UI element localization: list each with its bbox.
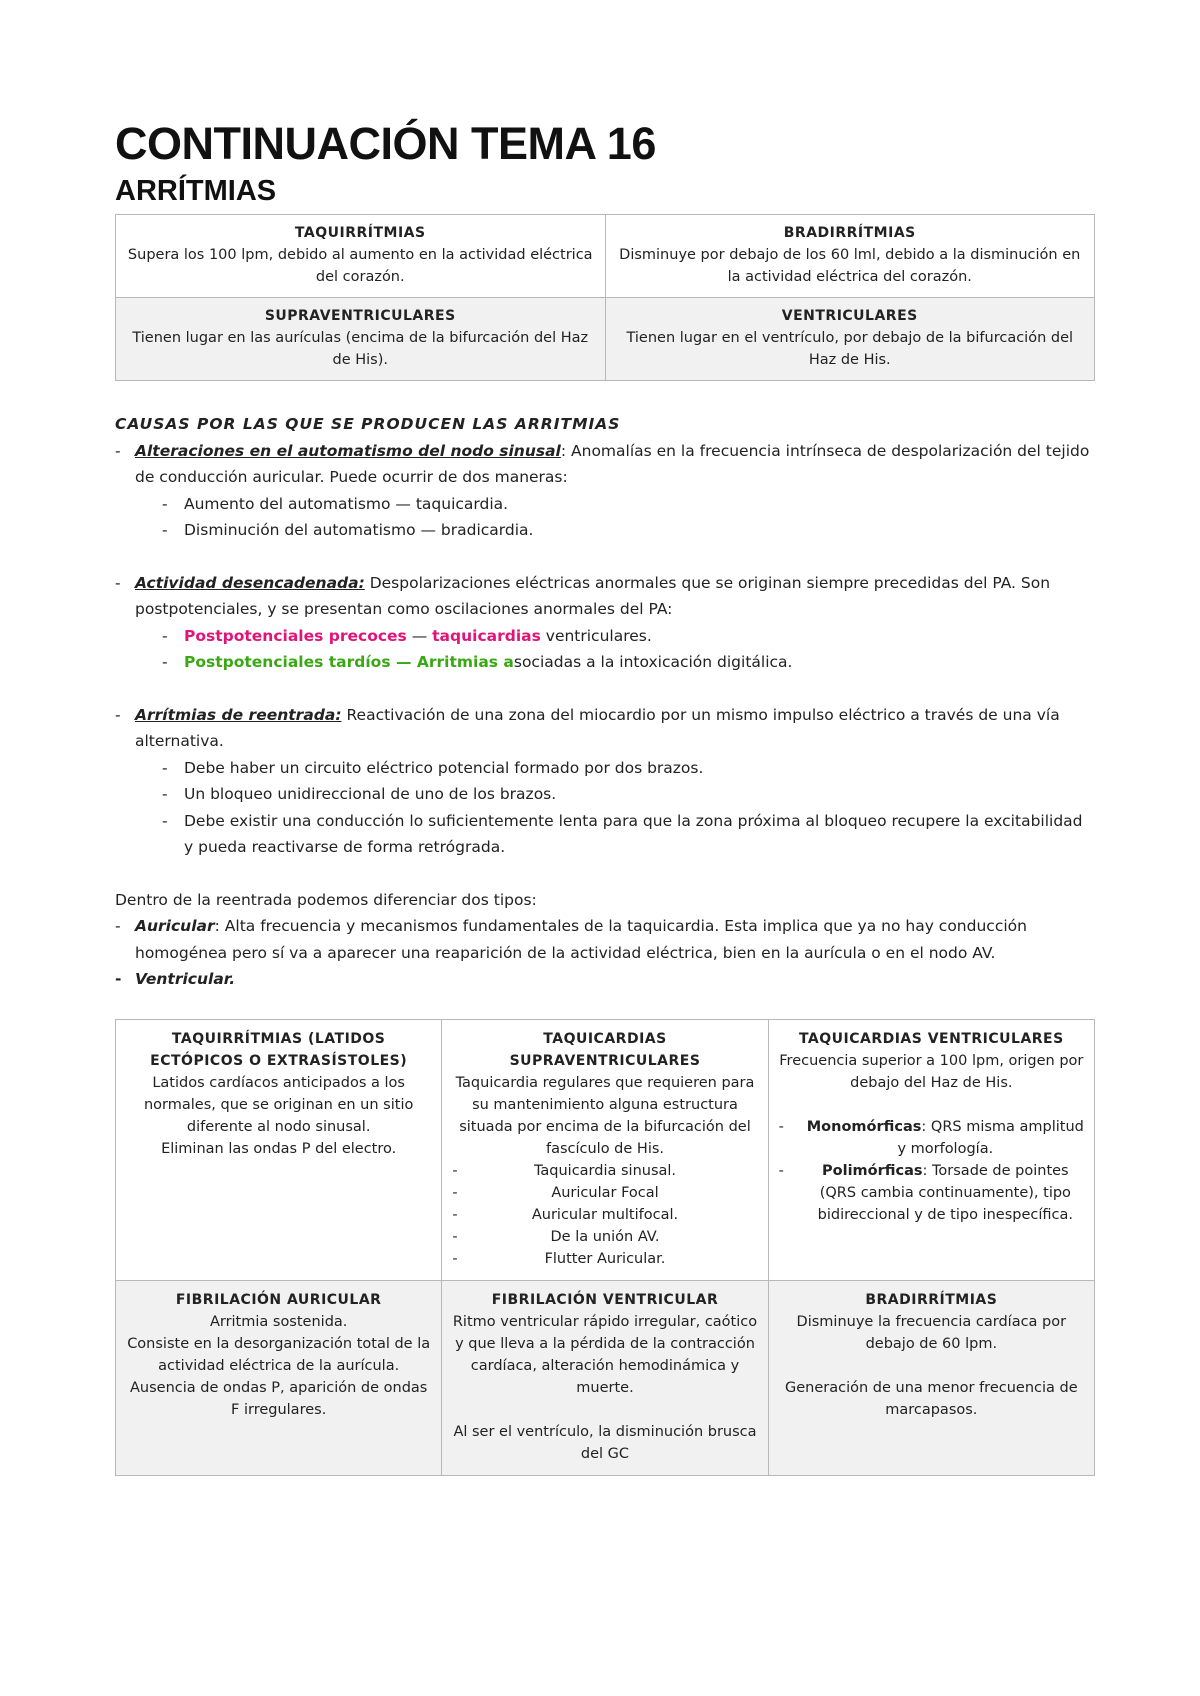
cell-text: Generación de una menor frecuencia de marcapasos. — [785, 1379, 1078, 1418]
sub-list-item — [115, 517, 1095, 544]
arrhythmia-summary-table — [115, 214, 1095, 381]
table-cell — [605, 298, 1095, 381]
list-item — [115, 438, 1095, 491]
dash-bullet: - — [162, 758, 168, 777]
table-cell — [116, 215, 606, 298]
highlight-term: Postpotenciales precoces — [184, 626, 407, 645]
table-cell — [116, 1280, 442, 1475]
table-cell — [442, 1280, 768, 1475]
connector: — — [406, 626, 433, 645]
list-item: - Auricular multifocal. — [452, 1206, 679, 1223]
cell-text: Disminuye la frecuencia cardíaca por debajo de 60 lpm. — [796, 1313, 1067, 1352]
dash-bullet: - — [115, 441, 121, 460]
cell-heading: TAQUIRRÍTMIAS (LATIDOS ECTÓPICOS O EXTRASÍSTOLES) — [150, 1030, 408, 1069]
cell-text: Latidos cardíacos anticipados a los normales, que se originan en un sitio diferente al nodo sinusal. — [143, 1074, 414, 1135]
table-cell — [768, 1019, 1094, 1280]
page-subtitle: ARRÍTMIAS — [115, 175, 277, 207]
sub-item-text: Disminución del automatismo — bradicardia. — [184, 521, 534, 539]
sub-item-text: Debe haber un circuito eléctrico potencial formado por dos brazos. — [184, 758, 704, 777]
list-item — [115, 913, 1095, 966]
item-text: Despolarizaciones eléctricas anormales que se originan siempre precedidas del PA. Son postpotenciales, y se presentan como oscilaciones anormales del PA: — [135, 573, 1051, 618]
table-cell — [768, 1280, 1094, 1475]
dash-bullet: - — [162, 521, 168, 539]
dash-bullet: - — [115, 970, 122, 988]
cell-heading: SUPRAVENTRICULARES — [264, 308, 456, 324]
cell-text: Consiste en la desorganización total de la actividad eléctrica de la aurícula. Ausencia de ondas P, aparición de ondas F irregulares. — [127, 1335, 431, 1418]
section-title: CAUSAS POR LAS QUE SE PRODUCEN LAS ARRITMIAS — [115, 415, 621, 433]
item-text: Reactivación de una zona del miocardio por un mismo impulso eléctrico a través de una vía alternativa. — [135, 705, 1060, 750]
dash-bullet: - — [162, 494, 168, 513]
cell-text: Eliminan las ondas P del electro. — [161, 1140, 397, 1157]
page-title: CONTINUACIÓN TEMA 16 — [115, 118, 656, 169]
sub-item-text: Aumento del automatismo — taquicardia. — [184, 494, 509, 513]
dash-bullet: - — [162, 653, 168, 671]
list-item — [115, 966, 1095, 993]
item-text: : Alta frecuencia y mecanismos fundamentales de la taquicardia. Esta implica que ya no hay conducción homogénea pero sí va a aparecer una reaparición de la actividad eléctrica, bien en la aurícula o en el nodo AV. — [135, 917, 1027, 962]
cell-text: Tienen lugar en el ventrículo, por debajo de la bifurcación del Haz de His. — [626, 330, 1074, 368]
dash-bullet: - — [162, 626, 168, 645]
table-cell — [442, 1019, 768, 1280]
causes-section — [115, 411, 1095, 993]
cell-text: Arritmia sostenida. — [209, 1313, 348, 1330]
list-item: - Monomórficas: QRS misma amplitud y morfología. — [778, 1118, 1084, 1157]
paragraph: Dentro de la reentrada podemos diferenciar dos tipos: — [115, 890, 537, 909]
sub-list-item — [115, 781, 1095, 808]
term-label: Alteraciones en el automatismo del nodo sinusal — [135, 441, 561, 460]
highlight-term: Arritmias a — [416, 653, 514, 671]
dash-bullet: - — [115, 917, 121, 935]
cell-text: Al ser el ventrículo, la disminución brusca del GC — [453, 1423, 757, 1462]
item-text: : Anomalías en la frecuencia intrínseca de despolarización del tejido de conducción auricular. Puede ocurrir de dos maneras: — [135, 441, 1090, 486]
cell-text: Frecuencia superior a 100 lpm, origen por debajo del Haz de His. — [779, 1052, 1084, 1091]
cell-heading: TAQUICARDIAS VENTRICULARES — [798, 1030, 1064, 1047]
term-label: Auricular — [135, 917, 215, 935]
list-item — [115, 702, 1095, 755]
table-cell — [116, 298, 606, 381]
sub-list-item — [115, 491, 1095, 518]
cell-heading: TAQUIRRÍTMIAS — [294, 225, 426, 241]
cell-heading: BRADIRRÍTMIAS — [865, 1291, 998, 1308]
sub-list-item — [115, 623, 1095, 650]
list-item: - Flutter Auricular. — [452, 1250, 666, 1267]
cell-text: Supera los 100 lpm, debido al aumento en la actividad eléctrica del corazón. — [127, 247, 593, 285]
term-label: Actividad desencadenada: — [135, 573, 365, 592]
term-label: Ventricular. — [135, 970, 236, 988]
table-cell — [605, 215, 1095, 298]
cell-text: Ritmo ventricular rápido irregular, caótico y que lleva a la pérdida de la contracción cardíaca, alteración hemodinámica y muerte. — [452, 1313, 758, 1396]
cell-heading: FIBRILACIÓN AURICULAR — [175, 1291, 382, 1308]
cell-heading: FIBRILACIÓN VENTRICULAR — [491, 1291, 719, 1308]
table-cell — [116, 1019, 442, 1280]
dash-bullet: - — [115, 573, 121, 592]
term-label: Arrítmias de reentrada: — [135, 705, 342, 724]
sub-item-text: sociadas a la intoxicación digitálica. — [513, 653, 793, 671]
cell-text: Tienen lugar en las aurículas (encima de la bifurcación del Haz de His). — [132, 330, 589, 368]
cell-text: Taquicardia regulares que requieren para su mantenimiento alguna estructura situada por encima de la bifurcación del fascículo de His. — [455, 1074, 755, 1157]
sub-item-text: Un bloqueo unidireccional de uno de los brazos. — [184, 785, 557, 803]
highlight-term: Postpotenciales tardíos — [184, 653, 391, 671]
sub-list-item — [115, 649, 1095, 676]
list-item: - Auricular Focal — [452, 1184, 659, 1201]
sub-list-item — [115, 808, 1095, 861]
dash-bullet: - — [162, 811, 168, 830]
list-item: - De la unión AV. — [452, 1228, 660, 1245]
list-item — [115, 570, 1095, 623]
arrhythmia-types-table — [115, 1019, 1095, 1476]
sub-item-text: ventriculares. — [540, 626, 652, 645]
highlight-term: taquicardias — [432, 626, 541, 645]
list-item: - Taquicardia sinusal. — [452, 1162, 677, 1179]
cell-heading: VENTRICULARES — [781, 308, 918, 324]
document-page — [115, 118, 1095, 1476]
cell-heading: BRADIRRÍTMIAS — [783, 225, 916, 241]
cell-text: Disminuye por debajo de los 60 lml, debido a la disminución en la actividad eléctrica del corazón. — [619, 247, 1081, 285]
cell-heading: TAQUICARDIAS SUPRAVENTRICULARES — [509, 1030, 701, 1069]
sub-item-text: Debe existir una conducción lo suficientemente lenta para que la zona próxima al bloqueo recupere la excitabilidad y pueda reactivarse de forma retrógrada. — [184, 811, 1083, 856]
list-item: - Polimórficas: Torsade de pointes (QRS cambia continuamente), tipo bidireccional y de tipo inespecífica. — [778, 1162, 1073, 1223]
connector: — — [390, 653, 417, 671]
dash-bullet: - — [115, 705, 121, 724]
dash-bullet: - — [162, 785, 168, 803]
sub-list-item — [115, 755, 1095, 782]
